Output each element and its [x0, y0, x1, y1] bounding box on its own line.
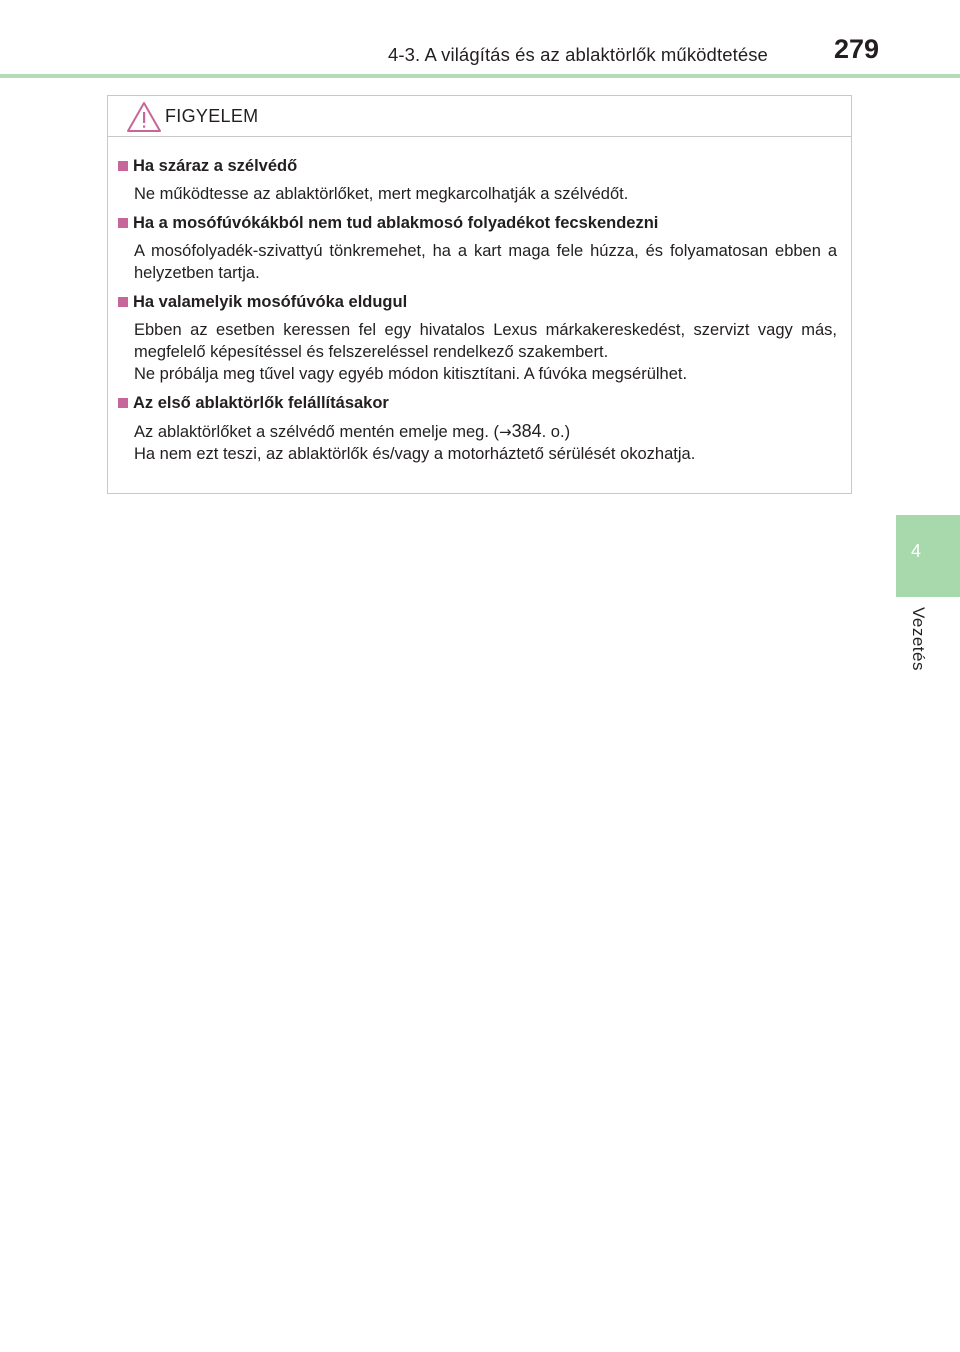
square-bullet-icon: [118, 297, 128, 307]
warning-section: [118, 212, 837, 284]
section-heading: [118, 291, 837, 313]
chapter-tab-label: Vezetés: [909, 607, 928, 671]
chapter-title: 4-3. A világítás és az ablaktörlők működtetése: [388, 44, 768, 65]
arrow-right-icon: →: [499, 423, 512, 441]
warning-section: [118, 392, 837, 465]
section-heading-text: Az első ablaktörlők felállításakor: [133, 394, 389, 412]
section-heading-text: Ha száraz a szélvédő: [133, 157, 298, 175]
section-text: A mosófolyadék-szivattyú tönkremehet, ha a kart maga fele húzza, és folyamatosan ebben a helyzetben tartja.: [134, 242, 837, 282]
section-heading-text: Ha valamelyik mosófúvóka eldugul: [133, 293, 408, 311]
header-divider: [0, 74, 960, 78]
square-bullet-icon: [118, 161, 128, 171]
section-body: [134, 183, 837, 205]
section-heading: [118, 155, 837, 177]
section-text: Ebben az esetben keressen fel egy hivatalos Lexus márkakereskedést, szervizt vagy más, megfelelő képesítéssel és felszereléssel rendelkező szakembert.: [134, 321, 837, 361]
section-text: Ha nem ezt teszi, az ablaktörlők és/vagy a motorháztető sérülését okozhatja.: [134, 445, 696, 463]
section-heading: [118, 212, 837, 234]
warning-content: [118, 155, 837, 472]
warning-box: [107, 95, 852, 494]
page-reference-link[interactable]: 384: [511, 421, 542, 441]
section-text: [134, 420, 837, 443]
warning-header: [108, 96, 851, 137]
warning-title: FIGYELEM: [165, 106, 259, 126]
warning-section: [118, 155, 837, 205]
section-text: Ne próbálja meg tűvel vagy egyéb módon kitisztítani. A fúvóka megsérülhet.: [134, 365, 688, 383]
section-body: [134, 319, 837, 385]
section-text: Ne működtesse az ablaktörlőket, mert megkarcolhatják a szélvédőt.: [134, 185, 629, 203]
reference-suffix: . o.): [541, 423, 571, 441]
warning-triangle-icon: [126, 101, 162, 133]
square-bullet-icon: [118, 218, 128, 228]
section-body: [134, 240, 837, 284]
section-body: [134, 420, 837, 465]
section-heading: [118, 392, 837, 414]
warning-section: [118, 291, 837, 385]
section-heading-text: Ha a mosófúvókákból nem tud ablakmosó folyadékot fecskendezni: [133, 214, 659, 232]
chapter-tab-number: 4: [910, 541, 921, 561]
page-number: 279: [834, 34, 880, 64]
section-text-part: Az ablaktörlőket a szélvédő mentén emelje meg. (: [134, 423, 500, 441]
square-bullet-icon: [118, 398, 128, 408]
